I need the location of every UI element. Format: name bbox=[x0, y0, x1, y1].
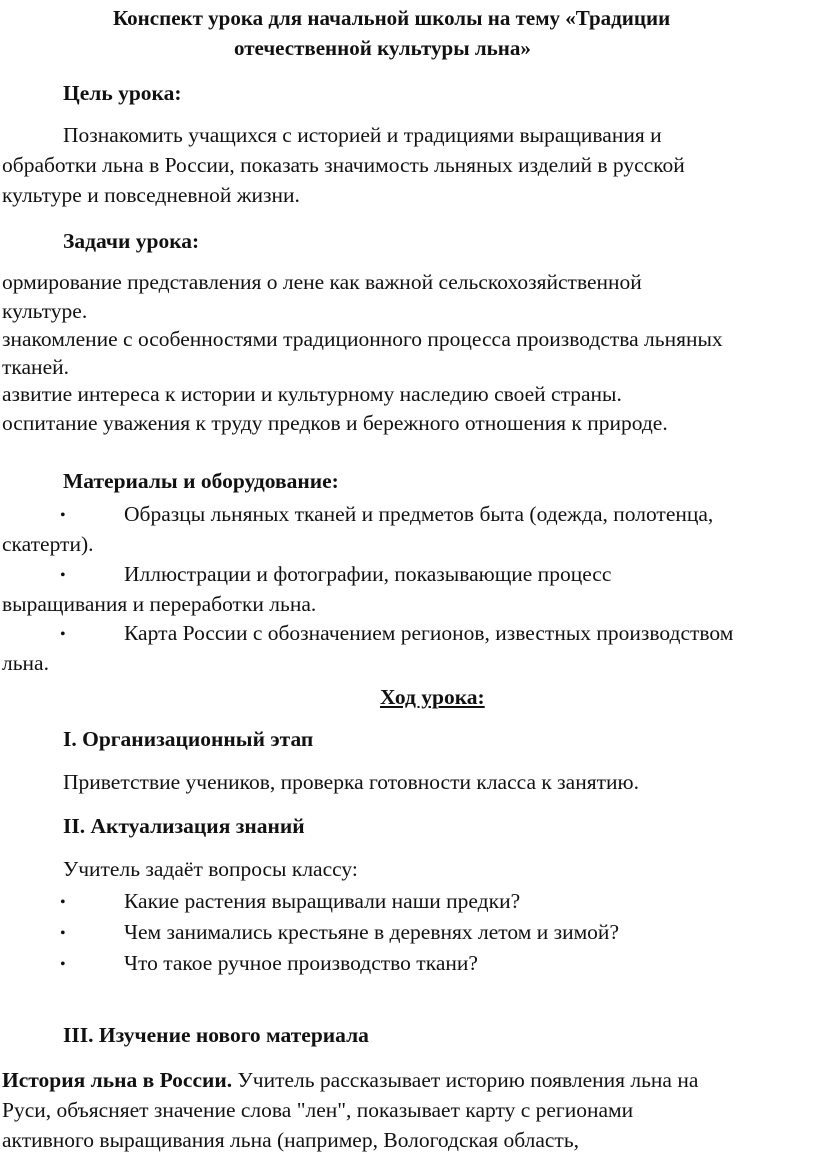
material-2-line-2: выращивания и переработки льна. bbox=[2, 592, 317, 616]
goal-line-2: обработки льна в России, показать значимость льняных изделий в русской bbox=[2, 153, 685, 177]
material-1-line-2: скатерти). bbox=[2, 532, 94, 556]
material-1-line-1: Образцы льняных тканей и предметов быта (одежда, полотенца, bbox=[124, 502, 714, 526]
task-line-6: оспитание уважения к труду предков и бережного отношения к природе. bbox=[2, 411, 668, 435]
stage1-text: Приветствие учеников, проверка готовности класса к занятию. bbox=[63, 770, 639, 794]
task-line-1: ормирование представления о лене как важной сельскохозяйственной bbox=[2, 270, 642, 294]
task-line-4: тканей. bbox=[2, 355, 69, 379]
stage3-lead: История льна в России. bbox=[2, 1068, 233, 1092]
material-3-line-1: Карта России с обозначением регионов, известных производством bbox=[124, 621, 734, 645]
question-3: Что такое ручное производство ткани? bbox=[124, 951, 478, 975]
bullet-icon: • bbox=[60, 894, 66, 911]
task-line-5: азвитие интереса к истории и культурному наследию своей страны. bbox=[2, 382, 622, 406]
materials-heading: Материалы и оборудование: bbox=[63, 469, 339, 493]
goal-heading: Цель урока: bbox=[63, 81, 182, 105]
course-heading: Ход урока: bbox=[380, 685, 485, 709]
stage2-intro: Учитель задаёт вопросы классу: bbox=[63, 857, 358, 881]
title-line-1: Конспект урока для начальной школы на тему «Традиции bbox=[113, 6, 671, 30]
stage1-heading: I. Организационный этап bbox=[63, 727, 314, 751]
stage2-heading: II. Актуализация знаний bbox=[63, 814, 305, 838]
task-line-3: знакомление с особенностями традиционного процесса производства льняных bbox=[2, 327, 723, 351]
stage3-heading: III. Изучение нового материала bbox=[63, 1023, 369, 1047]
bullet-icon: • bbox=[60, 925, 66, 942]
bullet-icon: • bbox=[60, 626, 66, 643]
material-3-line-2: льна. bbox=[2, 651, 49, 675]
stage3-line-3: активного выращивания льна (например, Вологодская область, bbox=[2, 1128, 580, 1152]
question-1: Какие растения выращивали наши предки? bbox=[124, 889, 521, 913]
bullet-icon: • bbox=[60, 567, 66, 584]
material-2-line-1: Иллюстрации и фотографии, показывающие процесс bbox=[124, 562, 612, 586]
task-line-2: культуре. bbox=[2, 299, 88, 323]
title-line-2: отечественной культуры льна» bbox=[234, 36, 531, 60]
bullet-icon: • bbox=[60, 507, 66, 524]
question-2: Чем занимались крестьяне в деревнях летом и зимой? bbox=[124, 920, 619, 944]
goal-line-1: Познакомить учащихся с историей и традициями выращивания и bbox=[63, 123, 662, 147]
stage3-line-2: Руси, объясняет значение слова "лен", показывает карту с регионами bbox=[2, 1098, 634, 1122]
tasks-heading: Задачи урока: bbox=[63, 229, 200, 253]
goal-line-3: культуре и повседневной жизни. bbox=[2, 183, 300, 207]
stage3-line-1 bbox=[2, 1066, 698, 1094]
stage3-line-1-text: Учитель рассказывает историю появления льна на bbox=[232, 1068, 699, 1092]
bullet-icon: • bbox=[60, 956, 66, 973]
